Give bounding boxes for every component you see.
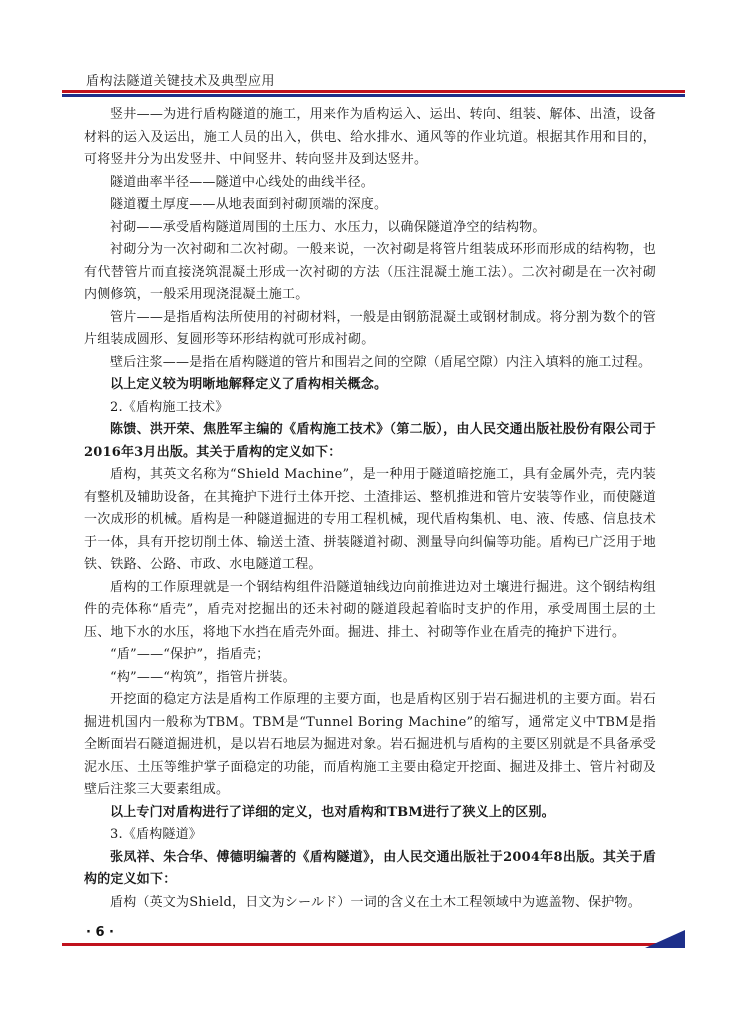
page-number: · 6 · (86, 925, 114, 940)
header-rule-red (62, 90, 685, 93)
paragraph-shield-etymology: 盾构（英文为Shield，日文为シールド）一词的含义在土木工程领域中为遮盖物、保护物。 (110, 894, 641, 910)
paragraph-lining-types: 衬砌分为一次衬砌和二次衬砌。一般来说，一次衬砌是将管片组装成环形而形成的结构物，也有代替管片而直接浇筑混凝土形成一次衬砌的方法（压注混凝土施工法）。二次衬砌是在一次衬砌内侧修筑，一般采用现浇混凝土施工。 (84, 242, 656, 302)
paragraph-cover-depth: 隧道覆土厚度——从地表面到衬砌顶端的深度。 (110, 197, 388, 212)
paragraph-gou: “构”——“构筑”，指管片拼装。 (110, 669, 296, 685)
paragraph-book-3-source: 张凤祥、朱合华、傅德明编著的《盾构隧道》，由人民交通出版社于2004年8出版。其关于盾构的定义如下： (84, 849, 656, 887)
section-heading-2: 2.《盾构施工技术》 (110, 399, 229, 415)
paragraph-shaft: 竖井——为进行盾构隧道的施工，用来作为盾构运入、运出、转向、组装、解体、出渣，设备材料的运入及运出，施工人员的出入，供电、给水排水、通风等的作业坑道。根据其作用和目的，可将竖井分为出发竖井、中间竖井、转向竖井及到达竖井。 (84, 107, 656, 167)
footer-rule-red (62, 943, 685, 946)
paragraph-grouting: 壁后注浆——是指在盾构隧道的管片和围岩之间的空隙（盾尾空隙）内注入填料的施工过程。 (110, 354, 652, 370)
section-heading-3: 3.《盾构隧道》 (110, 827, 203, 842)
paragraph-segment: 管片——是指盾构法所使用的衬砌材料，一般是由钢筋混凝土或钢材制成。将分割为数个的管片组装成圆形、复圆形等环形结构就可形成衬砌。 (84, 309, 656, 347)
paragraph-shield-definition: 盾构，其英文名称为“Shield Machine”，是一种用于隧道暗挖施工，具有金属外壳，壳内装有整机及辅助设备，在其掩护下进行土体开挖、土渣排运、整机推进和管片安装等作业，而使隧道一次成形的机械。盾构是一种隧道掘进的专用工程机械，现代盾构集机、电、液、传感、信息技术于一体，具有开挖切削土体、输送土渣、拼装隧道衬砌、测量导向纠偏等功能。盾构已广泛用于地铁、铁路、公路、市政、水电隧道工程。 (84, 467, 656, 572)
running-header-title: 盾构法隧道关键技术及典型应用 (86, 74, 276, 89)
footer-corner-accent (645, 930, 685, 948)
paragraph-curve-radius: 隧道曲率半径——隧道中心线处的曲线半径。 (110, 174, 375, 190)
paragraph-book-2-source: 陈馈、洪开荣、焦胜军主编的《盾构施工技术》（第二版），由人民交通出版社股份有限公司于2016年3月出版。其关于盾构的定义如下： (84, 422, 656, 460)
paragraph-tbm: 开挖面的稳定方法是盾构工作原理的主要方面，也是盾构区别于岩石掘进机的主要方面。岩石掘进机国内一般称为TBM。TBM是“Tunnel Boring Machine”的缩写，通常定义中TBM是指全断面岩石隧道掘进机，是以岩石地层为掘进对象。岩石掘进机与盾构的主要区别就是不具备承受泥水压、土压等维护掌子面稳定的功能，而盾构施工主要由稳定开挖面、掘进及排土、管片衬砌及壁后注浆三大要素组成。 (84, 692, 656, 797)
paragraph-lining: 衬砌——承受盾构隧道周围的土压力、水压力，以确保隧道净空的结构物。 (110, 219, 546, 235)
page-body (84, 104, 656, 914)
paragraph-dun: “盾”——“保护”，指盾壳； (110, 647, 270, 662)
header-rule-blue (62, 94, 685, 97)
paragraph-working-principle: 盾构的工作原理就是一个钢结构组件沿隧道轴线边向前推进边对土壤进行掘进。这个钢结构组件的壳体称“盾壳”，盾壳对挖掘出的还未衬砌的隧道段起着临时支护的作用，承受周围土层的土压、地下水的水压，将地下水挡在盾壳外面。掘进、排土、衬砌等作业在盾壳的掩护下进行。 (84, 579, 656, 640)
paragraph-summary-1: 以上定义较为明晰地解释定义了盾构相关概念。 (110, 377, 388, 392)
paragraph-summary-2: 以上专门对盾构进行了详细的定义，也对盾构和TBM进行了狭义上的区别。 (110, 804, 555, 820)
